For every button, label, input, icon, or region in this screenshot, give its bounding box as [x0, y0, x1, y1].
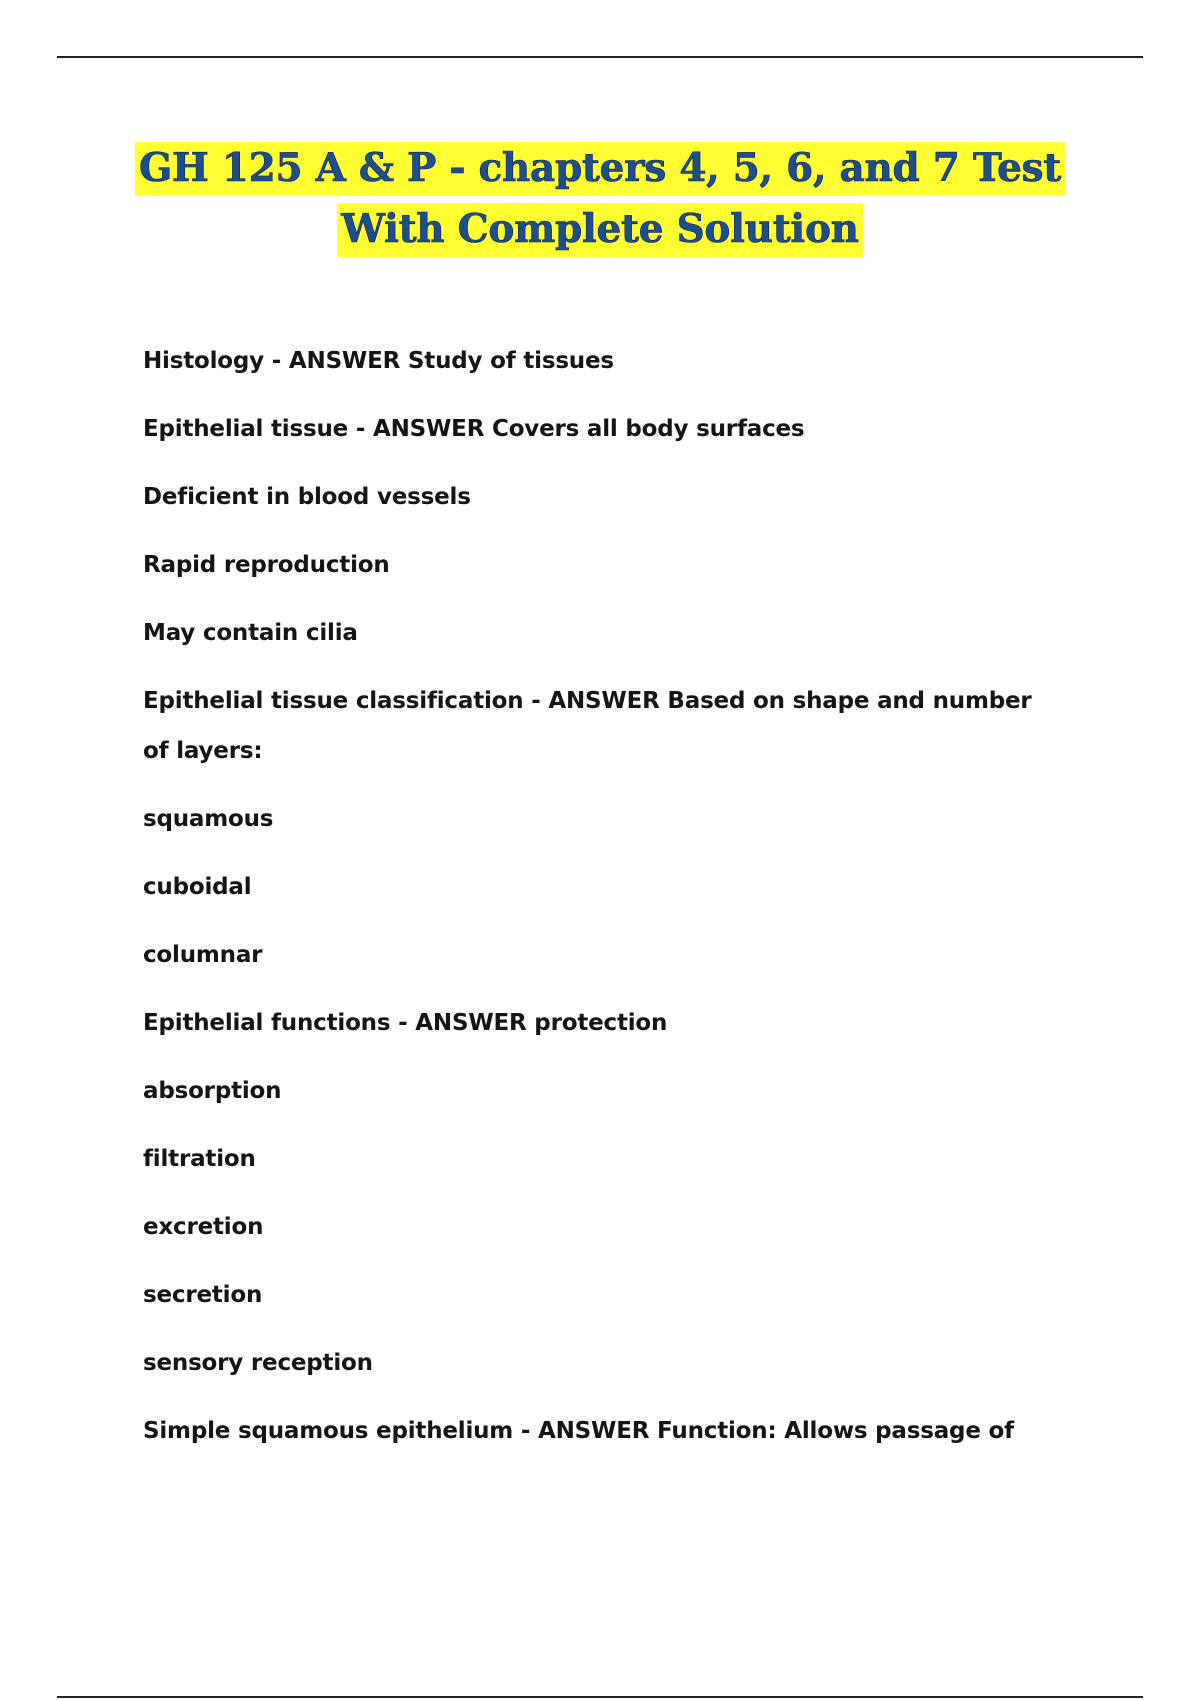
qa-line: Epithelial functions - ANSWER protection [143, 1010, 668, 1036]
qa-line: Deficient in blood vessels [143, 484, 471, 510]
qa-line: Epithelial tissue classification - ANSWER Based on shape and number of layers: [143, 688, 1032, 764]
title-line-2: With Complete Solution [337, 203, 862, 257]
qa-line: squamous [143, 806, 274, 832]
document-body [143, 346, 1063, 1484]
qa-line: absorption [143, 1078, 282, 1104]
qa-line: sensory reception [143, 1350, 373, 1376]
qa-line: Histology - ANSWER Study of tissues [143, 348, 614, 374]
qa-line: Epithelial tissue - ANSWER Covers all body surfaces [143, 416, 805, 442]
qa-line: secretion [143, 1282, 263, 1308]
qa-line: cuboidal [143, 874, 252, 900]
qa-line: Rapid reproduction [143, 552, 390, 578]
qa-line: excretion [143, 1214, 264, 1240]
footer-rule [57, 1696, 1143, 1698]
qa-line: May contain cilia [143, 620, 358, 646]
qa-line: columnar [143, 942, 263, 968]
header-rule [57, 56, 1143, 58]
title-line-1: GH 125 A & P - chapters 4, 5, 6, and 7 Test [135, 142, 1065, 196]
qa-line: Simple squamous epithelium - ANSWER Function: Allows passage of [143, 1418, 1014, 1444]
qa-line: filtration [143, 1146, 256, 1172]
document-title [0, 142, 1200, 264]
